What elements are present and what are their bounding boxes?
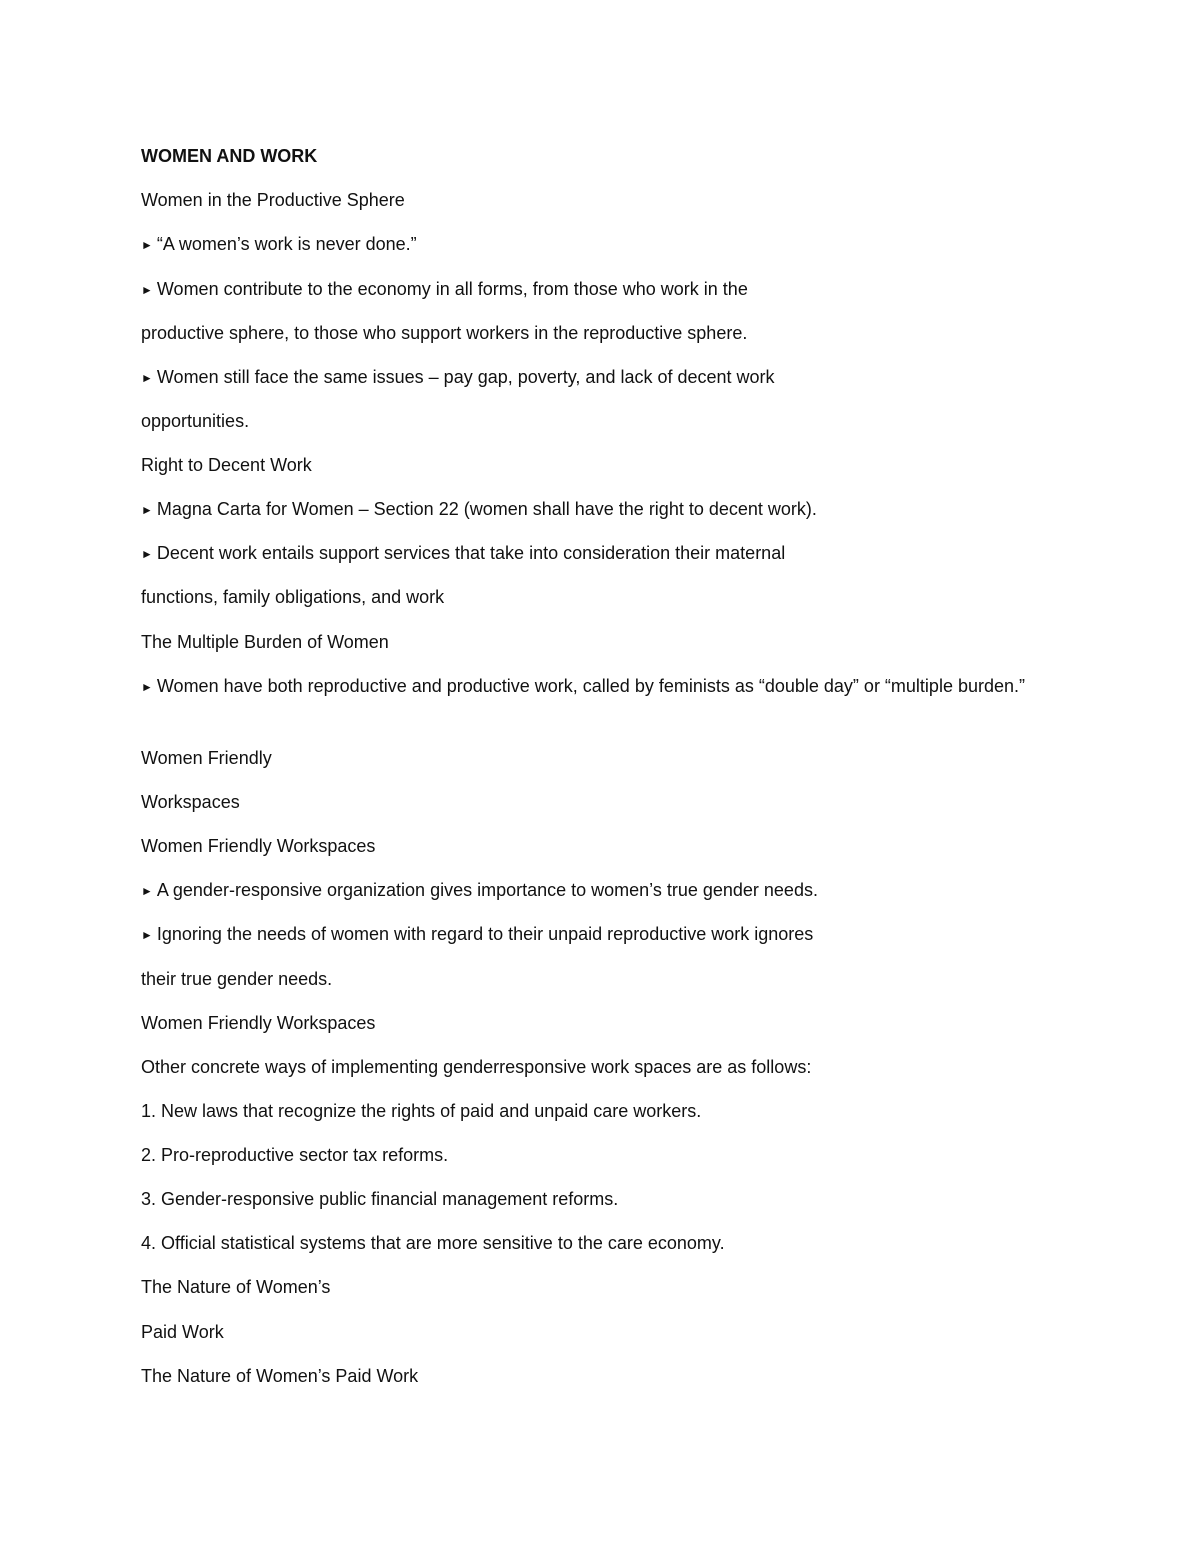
section-heading — [141, 189, 1071, 211]
bullet-icon: ► — [141, 547, 153, 561]
bullet-item — [141, 879, 1071, 903]
section-heading — [141, 1365, 1071, 1387]
line-text: Paid Work — [141, 1322, 224, 1342]
line-text: Women Friendly Workspaces — [141, 836, 376, 856]
line-text: “A women’s work is never done.” — [156, 234, 417, 254]
bullet-icon: ► — [141, 680, 153, 694]
bullet-item — [141, 542, 1071, 566]
section-heading — [141, 791, 1071, 813]
line-text: Other concrete ways of implementing genderresponsive work spaces are as follows: — [141, 1057, 812, 1077]
line-text: Women Friendly Workspaces — [141, 1013, 376, 1033]
paragraph-line — [141, 322, 1071, 344]
bullet-item — [141, 278, 1071, 302]
document-title: WOMEN AND WORK — [141, 146, 318, 166]
line-text: opportunities. — [141, 411, 250, 431]
bullet-icon: ► — [141, 371, 153, 385]
line-text: 3. Gender-responsive public financial management reforms. — [141, 1189, 619, 1209]
line-text: Right to Decent Work — [141, 455, 312, 475]
bullet-icon: ► — [141, 238, 153, 252]
bullet-item — [141, 366, 1071, 390]
paragraph-line — [141, 410, 1071, 432]
paragraph-line — [141, 586, 1071, 608]
numbered-item — [141, 1144, 1071, 1166]
line-text: 4. Official statistical systems that are more sensitive to the care economy. — [141, 1233, 725, 1253]
line-text: The Nature of Women’s Paid Work — [141, 1366, 419, 1386]
section-heading — [141, 747, 1071, 769]
line-text: Decent work entails support services that take into consideration their maternal — [156, 543, 786, 563]
numbered-item — [141, 1100, 1071, 1122]
line-text: Women still face the same issues – pay gap, poverty, and lack of decent work — [156, 367, 775, 387]
line-text: Women in the Productive Sphere — [141, 190, 405, 210]
section-heading — [141, 631, 1071, 653]
bullet-icon: ► — [141, 503, 153, 517]
line-text: functions, family obligations, and work — [141, 587, 445, 607]
line-text: 2. Pro-reproductive sector tax reforms. — [141, 1145, 449, 1165]
section-heading — [141, 1276, 1071, 1298]
section-heading — [141, 1012, 1071, 1034]
bullet-item — [141, 923, 1071, 947]
paragraph-line — [141, 968, 1071, 990]
line-text: productive sphere, to those who support workers in the reproductive sphere. — [141, 323, 748, 343]
line-text: their true gender needs. — [141, 969, 333, 989]
numbered-item — [141, 1188, 1071, 1210]
line-text: Women Friendly — [141, 748, 272, 768]
bullet-item — [141, 498, 1071, 522]
line-text: Women contribute to the economy in all forms, from those who work in the — [156, 279, 748, 299]
section-heading — [141, 454, 1071, 476]
section-heading — [141, 1321, 1071, 1343]
line-text: Women have both reproductive and productive work, called by feminists as “double day” or “multiple burden.” — [156, 676, 1025, 696]
line-text: The Nature of Women’s — [141, 1277, 331, 1297]
line-text: 1. New laws that recognize the rights of paid and unpaid care workers. — [141, 1101, 702, 1121]
line-text: Workspaces — [141, 792, 240, 812]
line-text: The Multiple Burden of Women — [141, 632, 389, 652]
bullet-item — [141, 675, 1071, 699]
paragraph-line — [141, 1056, 1071, 1078]
section-heading — [141, 835, 1071, 857]
line-text: Ignoring the needs of women with regard to their unpaid reproductive work ignores — [156, 924, 814, 944]
bullet-icon: ► — [141, 884, 153, 898]
numbered-item — [141, 1232, 1071, 1254]
bullet-icon: ► — [141, 928, 153, 942]
line-text: A gender-responsive organization gives importance to women’s true gender needs. — [156, 880, 818, 900]
bullet-item — [141, 233, 1071, 257]
bullet-icon: ► — [141, 283, 153, 297]
line-text: Magna Carta for Women – Section 22 (women shall have the right to decent work). — [156, 499, 817, 519]
